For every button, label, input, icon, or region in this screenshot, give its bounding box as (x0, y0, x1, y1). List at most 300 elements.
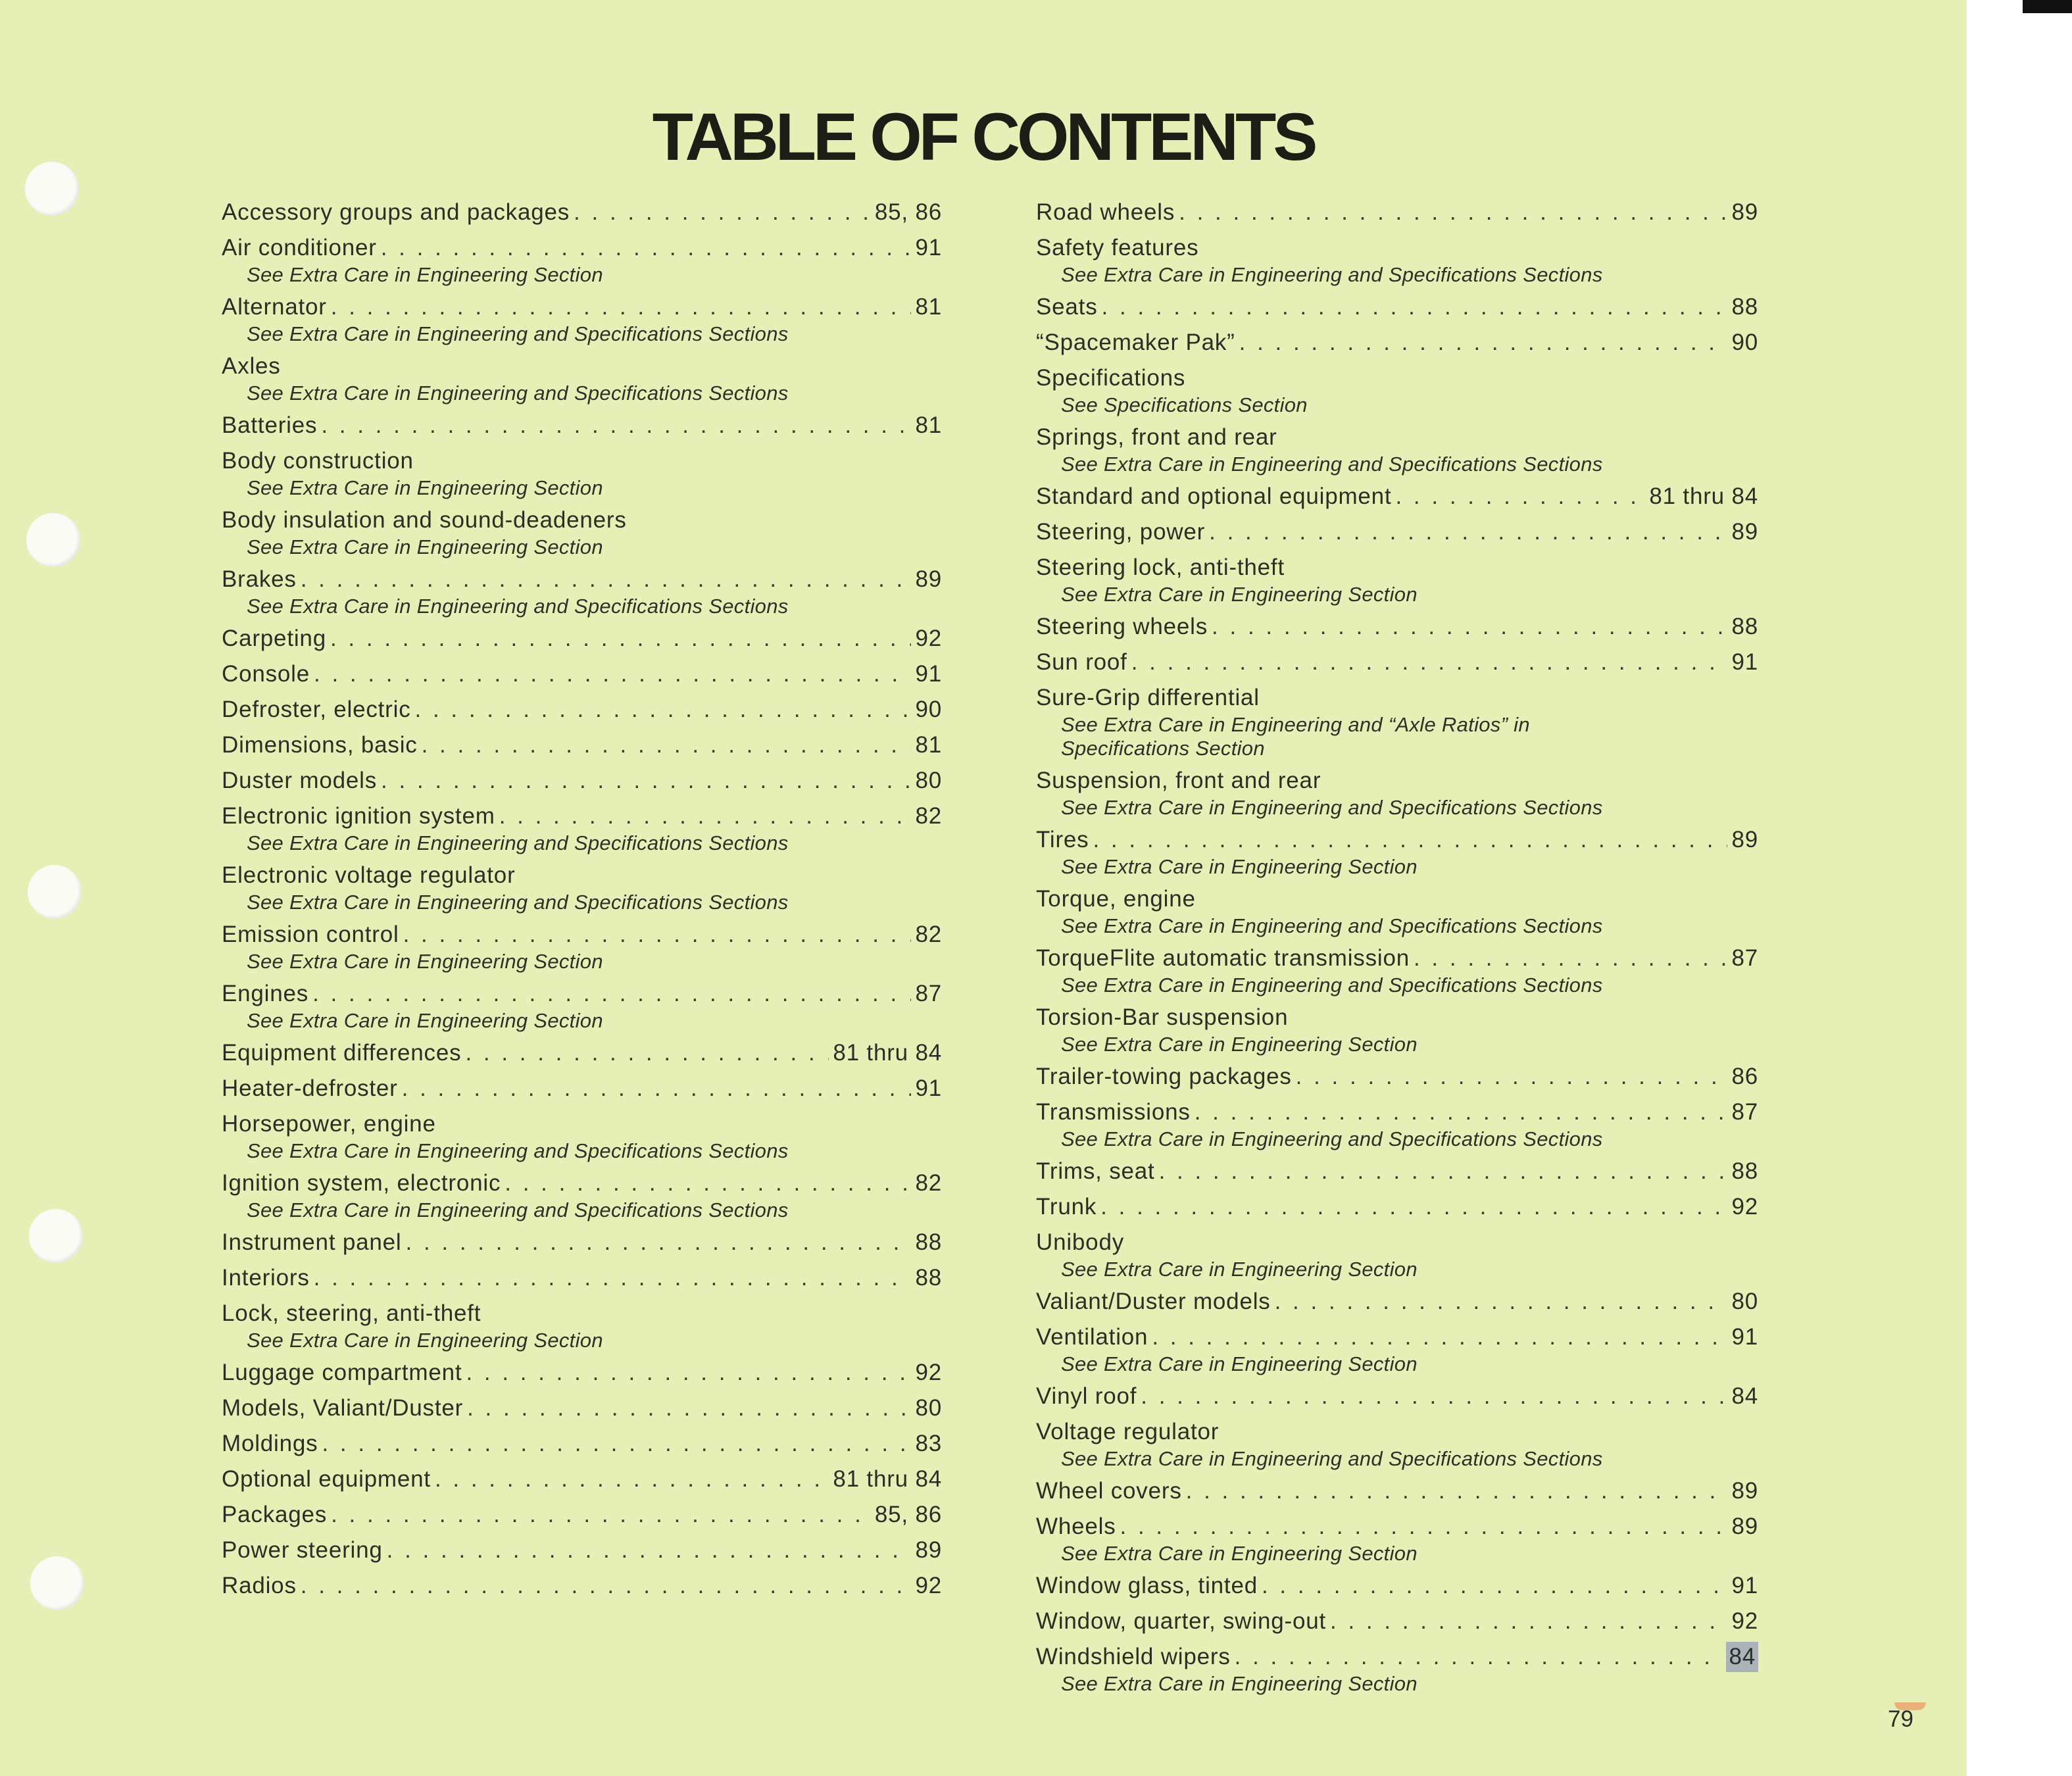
toc-entry-label: Electronic ignition system (222, 803, 495, 829)
toc-entry (1036, 1571, 1758, 1601)
toc-entry-note: See Extra Care in Engineering and Specifications Sections (1061, 1127, 1603, 1150)
toc-entry-line (222, 292, 942, 322)
toc-entry (222, 233, 942, 287)
toc-entry-label: Equipment differences (222, 1040, 462, 1066)
toc-entry-label: Trims, seat (1036, 1158, 1155, 1184)
toc-entry (1036, 517, 1758, 547)
toc-entry-line (222, 233, 942, 263)
toc-entry (222, 446, 942, 500)
toc-entry-note: See Extra Care in Engineering and Specifications Sections (247, 322, 789, 345)
toc-entry-line (1036, 1227, 1758, 1258)
toc-entry-line (1036, 825, 1758, 855)
toc-entry-line (1036, 233, 1758, 263)
toc-entry-page: 82 (915, 803, 942, 829)
toc-entry (222, 1464, 942, 1494)
toc-entry-line (222, 1464, 942, 1494)
toc-entry-page: 91 (1731, 1324, 1758, 1350)
toc-entry-label: Transmissions (1036, 1099, 1191, 1125)
toc-entry-page: 87 (915, 981, 942, 1006)
page-title: TABLE OF CONTENTS (652, 99, 1315, 174)
toc-entry-label: Steering, power (1036, 519, 1206, 545)
toc-entry-line (1036, 1002, 1758, 1033)
dot-leader (406, 1227, 912, 1258)
toc-entry-label: Ignition system, electronic (222, 1170, 501, 1196)
toc-entry (1036, 884, 1758, 938)
toc-entry-line (222, 695, 942, 725)
toc-entry-page: 88 (1731, 1158, 1758, 1184)
toc-entry (1036, 233, 1758, 287)
toc-entry-page: 92 (1731, 1608, 1758, 1634)
toc-entry-note: See Specifications Section (1061, 393, 1308, 416)
toc-entry-page: 81 thru 84 (833, 1040, 942, 1066)
dot-leader (1093, 825, 1727, 855)
toc-entry-page: 90 (1731, 330, 1758, 355)
toc-column-left (222, 197, 942, 1606)
toc-entry-page: 92 (915, 1573, 942, 1598)
toc-entry-line (222, 1109, 942, 1139)
toc-entry-label: Packages (222, 1502, 328, 1527)
toc-entry-label: Torsion-Bar suspension (1036, 1004, 1289, 1030)
toc-entry-line (222, 624, 942, 654)
toc-entry-label: Road wheels (1036, 199, 1175, 225)
toc-entry-page: 88 (915, 1229, 942, 1255)
toc-entry-note: See Extra Care in Engineering and Specifications Sections (1061, 974, 1603, 997)
dot-leader (435, 1464, 829, 1494)
dot-leader (1102, 292, 1728, 322)
toc-entry (1036, 1417, 1758, 1471)
toc-entry-line (222, 1393, 942, 1423)
toc-entry (222, 505, 942, 559)
page-number: 79 (1888, 1706, 1913, 1732)
toc-entry-note: See Extra Care in Engineering and Specifications Sections (1061, 263, 1603, 286)
toc-entry-note: See Extra Care in Engineering and Specifications Sections (1061, 1447, 1603, 1470)
dot-leader (1209, 517, 1727, 547)
toc-entry-label: Moldings (222, 1431, 318, 1456)
dot-leader (422, 730, 912, 760)
toc-entry (1036, 1606, 1758, 1637)
toc-entry-page: 89 (1731, 1514, 1758, 1539)
toc-entry (222, 979, 942, 1033)
toc-entry (1036, 422, 1758, 476)
toc-entry (222, 1073, 942, 1104)
toc-entry-note: See Extra Care in Engineering Section (247, 1329, 603, 1352)
toc-entry (222, 624, 942, 654)
dot-leader (331, 292, 912, 322)
toc-entry-note: Specifications Section (1061, 737, 1265, 760)
toc-entry-label: Vinyl roof (1036, 1383, 1137, 1409)
toc-entry-line (222, 801, 942, 831)
toc-entry (222, 1038, 942, 1068)
dot-leader (301, 1571, 912, 1601)
binder-hole (26, 513, 80, 567)
toc-entry (1036, 553, 1758, 606)
dot-leader (1179, 197, 1727, 228)
toc-entry-label: Torque, engine (1036, 886, 1196, 912)
dot-leader (1131, 647, 1728, 678)
toc-entry (1036, 1156, 1758, 1187)
dot-leader (1275, 1287, 1728, 1317)
toc-entry-page: 86 (1731, 1064, 1758, 1089)
toc-entry-label: Heater-defroster (222, 1075, 398, 1101)
toc-entry-page: 89 (1731, 827, 1758, 852)
toc-entry-line (222, 1263, 942, 1293)
toc-entry-page: 84 (1731, 1383, 1758, 1409)
toc-entry-line (1036, 363, 1758, 393)
dot-leader (387, 1535, 912, 1566)
toc-entry-line (1036, 1571, 1758, 1601)
toc-entry-line (222, 446, 942, 476)
toc-entry-label: Steering lock, anti-theft (1036, 555, 1285, 580)
toc-entry-line (1036, 884, 1758, 914)
toc-entry-page: 85, 86 (874, 199, 942, 225)
toc-entry (1036, 612, 1758, 642)
binder-hole (30, 1556, 84, 1610)
toc-entry (222, 1227, 942, 1258)
toc-entry-note: See Extra Care in Engineering and Specifications Sections (247, 1198, 789, 1221)
dot-leader (1395, 481, 1645, 512)
toc-entry-line (1036, 1322, 1758, 1352)
toc-entry-label: Instrument panel (222, 1229, 402, 1255)
toc-entry-line (1036, 553, 1758, 583)
toc-entry-note: See Extra Care in Engineering Section (1061, 1672, 1418, 1695)
toc-entry-line (1036, 943, 1758, 974)
toc-entry-label: Trailer-towing packages (1036, 1064, 1292, 1089)
dot-leader (1195, 1097, 1728, 1127)
toc-entry-line (222, 410, 942, 441)
toc-entry-label: Duster models (222, 768, 378, 793)
toc-entry-label: Dimensions, basic (222, 732, 418, 758)
toc-entry-line (1036, 1192, 1758, 1222)
toc-entry (1036, 1287, 1758, 1317)
toc-entry-line (222, 197, 942, 228)
scan-corner (2023, 0, 2072, 13)
toc-entry-page: 85, 86 (874, 1502, 942, 1527)
toc-entry (222, 860, 942, 914)
toc-entry-label: Emission control (222, 922, 399, 947)
toc-entry-line (222, 766, 942, 796)
toc-entry-line (1036, 1097, 1758, 1127)
toc-entry-line (222, 659, 942, 689)
toc-entry (222, 1263, 942, 1293)
toc-entry-page: 82 (915, 1170, 942, 1196)
toc-entry-line (1036, 481, 1758, 512)
toc-entry-page: 89 (1731, 199, 1758, 225)
toc-entry-page: 80 (1731, 1289, 1758, 1314)
toc-entry-page: 81 (915, 732, 942, 758)
dot-leader (314, 1263, 912, 1293)
toc-entry-line (222, 1038, 942, 1068)
toc-entry (222, 730, 942, 760)
dot-leader (1120, 1512, 1728, 1542)
toc-entry-line (1036, 1156, 1758, 1187)
toc-entry (1036, 766, 1758, 820)
toc-entry (1036, 481, 1758, 512)
toc-entry-line (1036, 1476, 1758, 1506)
scan-margin (1967, 0, 2072, 1776)
toc-entry-page: 92 (1731, 1194, 1758, 1220)
toc-entry-line (1036, 683, 1758, 713)
toc-entry-line (1036, 1512, 1758, 1542)
dot-leader (381, 766, 911, 796)
toc-entry-line (222, 505, 942, 535)
toc-entry-line (1036, 328, 1758, 358)
dot-leader (381, 233, 912, 263)
toc-entry-line (222, 860, 942, 891)
dot-leader (499, 801, 912, 831)
toc-entry-page: 89 (915, 566, 942, 592)
dot-leader (402, 1073, 912, 1104)
toc-entry-line (222, 1298, 942, 1329)
toc-entry-line (1036, 1642, 1758, 1672)
toc-entry-label: Air conditioner (222, 235, 377, 260)
toc-entry-line (222, 1227, 942, 1258)
toc-entry (222, 564, 942, 618)
toc-entry-label: Electronic voltage regulator (222, 862, 516, 888)
toc-entry-label: TorqueFlite automatic transmission (1036, 945, 1410, 971)
dot-leader (1212, 612, 1727, 642)
toc-entry (1036, 292, 1758, 322)
dot-leader (1414, 943, 1727, 974)
toc-entry (222, 1500, 942, 1530)
toc-entry-label: Sure-Grip differential (1036, 685, 1260, 710)
toc-entry-label: Defroster, electric (222, 697, 411, 722)
toc-entry-label: Window, quarter, swing-out (1036, 1608, 1327, 1634)
toc-entry-label: Specifications (1036, 365, 1186, 391)
toc-entry-line (222, 1571, 942, 1601)
toc-entry-page: 91 (915, 235, 942, 260)
toc-entry-label: Power steering (222, 1537, 383, 1563)
toc-entry-label: Wheel covers (1036, 1478, 1182, 1504)
toc-entry-page: 87 (1731, 945, 1758, 971)
dot-leader (1152, 1322, 1727, 1352)
dot-leader (1100, 1192, 1727, 1222)
toc-entry-note: See Extra Care in Engineering Section (247, 476, 603, 499)
toc-entry-line (222, 1073, 942, 1104)
toc-entry-page: 84 (1726, 1642, 1758, 1672)
toc-entry-line (1036, 1287, 1758, 1317)
toc-entry (1036, 1381, 1758, 1412)
dot-leader (301, 564, 912, 595)
toc-entry-page: 81 thru 84 (1649, 483, 1758, 509)
toc-entry-line (222, 1535, 942, 1566)
toc-entry-page: 80 (915, 1395, 942, 1421)
toc-entry-page: 88 (915, 1265, 942, 1291)
toc-entry-note: See Extra Care in Engineering and “Axle Ratios” in (1061, 713, 1530, 736)
toc-entry-label: Unibody (1036, 1229, 1125, 1255)
toc-entry (222, 1298, 942, 1352)
toc-entry-label: Batteries (222, 412, 318, 438)
dot-leader (1186, 1476, 1728, 1506)
toc-entry-page: 87 (1731, 1099, 1758, 1125)
dot-leader (415, 695, 912, 725)
toc-entry (1036, 1512, 1758, 1566)
toc-entry (1036, 363, 1758, 417)
toc-entry-line (1036, 612, 1758, 642)
toc-entry-note: See Extra Care in Engineering Section (1061, 855, 1418, 878)
toc-entry-label: Lock, steering, anti-theft (222, 1300, 481, 1326)
toc-entry-page: 88 (1731, 614, 1758, 639)
toc-entry-line (222, 1500, 942, 1530)
toc-entry-line (1036, 1606, 1758, 1637)
toc-entry-note: See Extra Care in Engineering and Specifications Sections (247, 891, 789, 914)
toc-entry-label: Windshield wipers (1036, 1644, 1231, 1669)
dot-leader (1235, 1642, 1723, 1672)
toc-entry-page: 89 (915, 1537, 942, 1563)
toc-entry (222, 766, 942, 796)
toc-entry-note: See Extra Care in Engineering and Specifications Sections (247, 1139, 789, 1162)
toc-entry (1036, 197, 1758, 228)
toc-entry-label: Window glass, tinted (1036, 1573, 1258, 1598)
toc-entry-label: Radios (222, 1573, 297, 1598)
toc-entry-line (1036, 422, 1758, 453)
toc-entry (222, 695, 942, 725)
dot-leader (1330, 1606, 1727, 1637)
binder-hole (29, 1209, 83, 1263)
toc-entry-page: 91 (1731, 649, 1758, 675)
toc-entry-page: 81 thru 84 (833, 1466, 942, 1492)
toc-entry-note: See Extra Care in Engineering Section (247, 1009, 603, 1032)
binder-hole (28, 865, 82, 919)
toc-entry-note: See Extra Care in Engineering and Specifications Sections (247, 595, 789, 618)
toc-entry-label: Models, Valiant/Duster (222, 1395, 464, 1421)
dot-leader (465, 1038, 829, 1068)
toc-entry-label: Steering wheels (1036, 614, 1208, 639)
dot-leader (1262, 1571, 1727, 1601)
toc-entry-line (1036, 766, 1758, 796)
toc-entry-note: See Extra Care in Engineering and Specifications Sections (1061, 796, 1603, 819)
toc-entry-label: Luggage compartment (222, 1360, 462, 1385)
toc-entry-note: See Extra Care in Engineering and Specifications Sections (247, 831, 789, 854)
toc-entry (222, 1358, 942, 1388)
toc-entry-line (222, 351, 942, 382)
toc-entry-note: See Extra Care in Engineering Section (247, 263, 603, 286)
toc-entry-note: See Extra Care in Engineering Section (247, 950, 603, 973)
toc-entry-page: 83 (915, 1431, 942, 1456)
toc-entry-page: 90 (915, 697, 942, 722)
toc-entry-label: Suspension, front and rear (1036, 768, 1321, 793)
toc-entry (1036, 943, 1758, 997)
toc-entry-note: See Extra Care in Engineering Section (1061, 1033, 1418, 1056)
toc-entry (1036, 647, 1758, 678)
dot-leader (505, 1168, 911, 1198)
toc-entry-line (222, 564, 942, 595)
toc-entry-page: 81 (915, 412, 942, 438)
toc-entry-note: See Extra Care in Engineering Section (1061, 1258, 1418, 1281)
toc-entry-label: Body insulation and sound-deadeners (222, 507, 627, 533)
toc-entry-label: Voltage regulator (1036, 1419, 1220, 1444)
toc-entry (1036, 1097, 1758, 1151)
toc-entry (1036, 328, 1758, 358)
dot-leader (1159, 1156, 1728, 1187)
toc-entry-label: Optional equipment (222, 1466, 431, 1492)
toc-entry (222, 292, 942, 346)
dot-leader (1296, 1062, 1728, 1092)
toc-entry-label: Carpeting (222, 626, 326, 651)
toc-entry-page: 89 (1731, 519, 1758, 545)
toc-entry-line (1036, 292, 1758, 322)
toc-entry-label: Accessory groups and packages (222, 199, 570, 225)
toc-entry (1036, 825, 1758, 879)
toc-entry-page: 80 (915, 768, 942, 793)
toc-entry-line (222, 979, 942, 1009)
dot-leader (331, 1500, 871, 1530)
toc-entry (1036, 683, 1758, 760)
toc-entry-label: Seats (1036, 294, 1098, 320)
toc-entry-page: 91 (915, 1075, 942, 1101)
toc-entry-label: Safety features (1036, 235, 1199, 260)
toc-entry (1036, 1192, 1758, 1222)
toc-entry-label: Console (222, 661, 310, 687)
toc-entry-label: Valiant/Duster models (1036, 1289, 1271, 1314)
toc-entry-label: Horsepower, engine (222, 1111, 436, 1137)
toc-entry-page: 92 (915, 1360, 942, 1385)
toc-entry (1036, 1227, 1758, 1281)
toc-entry-label: “Spacemaker Pak” (1036, 330, 1235, 355)
toc-entry-line (222, 920, 942, 950)
toc-entry-label: Interiors (222, 1265, 310, 1291)
toc-entry (222, 197, 942, 228)
toc-entry (1036, 1062, 1758, 1092)
toc-entry (222, 1109, 942, 1163)
toc-entry-label: Brakes (222, 566, 297, 592)
toc-entry-page: 81 (915, 294, 942, 320)
dot-leader (466, 1358, 911, 1388)
toc-entry-label: Trunk (1036, 1194, 1097, 1220)
toc-entry-label: Sun roof (1036, 649, 1127, 675)
toc-entry-label: Alternator (222, 294, 327, 320)
toc-entry-line (1036, 1381, 1758, 1412)
toc-entry-label: Ventilation (1036, 1324, 1148, 1350)
toc-entry-page: 91 (1731, 1573, 1758, 1598)
toc-entry-note: See Extra Care in Engineering and Specifications Sections (1061, 453, 1603, 476)
toc-entry-label: Tires (1036, 827, 1089, 852)
toc-entry (1036, 1002, 1758, 1056)
toc-entry (222, 1393, 942, 1423)
toc-entry (222, 801, 942, 855)
toc-entry-label: Body construction (222, 448, 414, 474)
toc-entry-label: Standard and optional equipment (1036, 483, 1392, 509)
toc-entry (222, 920, 942, 974)
toc-entry-page: 92 (915, 626, 942, 651)
dot-leader (574, 197, 871, 228)
toc-entry (1036, 1642, 1758, 1696)
toc-entry-line (1036, 197, 1758, 228)
dot-leader (330, 624, 912, 654)
toc-entry-page: 91 (915, 661, 942, 687)
toc-entry-line (222, 1358, 942, 1388)
toc-entry-line (1036, 1062, 1758, 1092)
toc-entry-line (222, 1168, 942, 1198)
toc-entry-label: Engines (222, 981, 309, 1006)
toc-entry (222, 351, 942, 405)
dot-leader (321, 410, 911, 441)
toc-entry-line (1036, 647, 1758, 678)
toc-entry (222, 1571, 942, 1601)
toc-entry-note: See Extra Care in Engineering Section (1061, 1542, 1418, 1565)
toc-entry-label: Springs, front and rear (1036, 424, 1277, 450)
toc-entry-note: See Extra Care in Engineering Section (1061, 1352, 1418, 1375)
dot-leader (1141, 1381, 1727, 1412)
toc-entry-page: 89 (1731, 1478, 1758, 1504)
toc-column-right (1036, 197, 1758, 1701)
toc-entry (222, 1535, 942, 1566)
toc-entry-note: See Extra Care in Engineering Section (1061, 583, 1418, 606)
toc-entry-label: Axles (222, 353, 281, 379)
toc-entry-label: Wheels (1036, 1514, 1116, 1539)
toc-entry (1036, 1476, 1758, 1506)
toc-entry-page: 88 (1731, 294, 1758, 320)
dot-leader (314, 659, 911, 689)
